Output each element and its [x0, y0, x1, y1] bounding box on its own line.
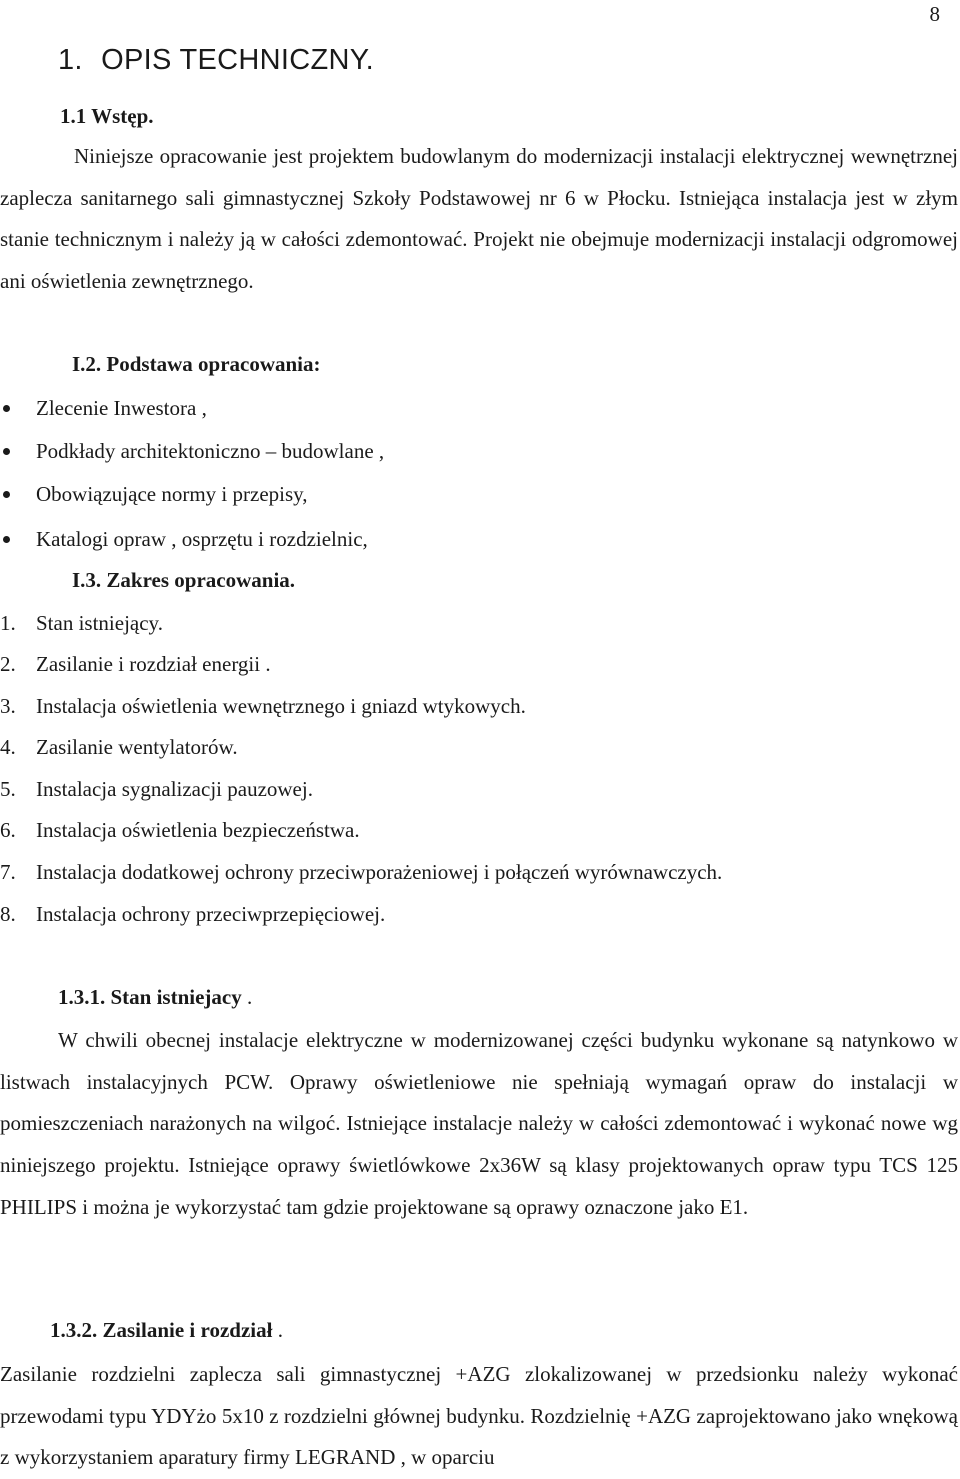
- section-1-2-title: I.2. Podstawa opracowania:: [72, 352, 321, 376]
- bullet-marker: [3, 405, 10, 412]
- section-1-3-1-paragraph: [0, 1020, 958, 1229]
- list-item-text: Instalacja ochrony przeciwprzepięciowej.: [36, 902, 386, 926]
- list-item-number: 7.: [0, 860, 16, 884]
- main-heading: [58, 44, 374, 77]
- section-1-3-title: I.3. Zakres opracowania.: [72, 568, 296, 592]
- section-1-3-2-text: Zasilanie rozdzielni zaplecza sali gimnastycznej +AZG zlokalizowanej w przedsionku należy wykonać przewodami typu YDYżo 5x10 z rozdzielni głównej budynku. Rozdzielnię +AZG zaprojektowano jako wnękową z wykorzystaniem aparatury firmy LEGRAND , w oparciu: [0, 1362, 958, 1470]
- main-heading-number: 1.: [58, 44, 83, 76]
- list-item-text: Instalacja oświetlenia bezpieczeństwa.: [36, 818, 360, 842]
- list-item-number: 5.: [0, 777, 16, 801]
- section-1-1-paragraph: [0, 136, 958, 303]
- section-1-3-1-text: W chwili obecnej instalacje elektryczne w modernizowanej części budynku wykonane są natynkowo w listwach instalacyjnych PCW. Oprawy oświetleniowe nie spełniają wymagań opraw do instalacji w pomieszczeniach narażonych na wilgoć. Istniejące instalacje należy w całości zdemontować i wykonać nowe wg niniejszego projektu. Istniejące oprawy świetlówkowe 2x36W są klasy projektowanych opraw typu TCS 125 PHILIPS i można je wykorzystać tam gdzie projektowane są oprawy oznaczone jako E1.: [0, 1028, 958, 1219]
- list-item-text: Zasilanie i rozdział energii .: [36, 652, 271, 676]
- section-1-1-title: 1.1 Wstęp.: [60, 104, 154, 128]
- section-1-3-1-title-text: 1.3.1. Stan istniejacy: [58, 985, 242, 1009]
- bullet-item: Obowiązujące normy i przepisy,: [36, 482, 308, 506]
- list-item-text: Instalacja sygnalizacji pauzowej.: [36, 777, 313, 801]
- list-item-number: 4.: [0, 735, 16, 759]
- section-1-3-1-title-suffix: .: [241, 985, 253, 1009]
- section-1-3-2-paragraph: [0, 1354, 958, 1479]
- list-item-text: Instalacja dodatkowej ochrony przeciwporażeniowej i połączeń wyrównawczych.: [36, 860, 723, 884]
- section-1-1-text: Niniejsze opracowanie jest projektem budowlanym do modernizacji instalacji elektrycznej wewnętrznej zaplecza sanitarnego sali gimnastycznej Szkoły Podstawowej nr 6 w Płocku. Istniejąca instalacja jest w złym stanie technicznym i należy ją w całości zdemontować. Projekt nie obejmuje modernizacji instalacji odgromowej ani oświetlenia zewnętrznego.: [0, 144, 958, 294]
- bullet-item: Podkłady architektoniczno – budowlane ,: [36, 439, 385, 463]
- list-item-number: 3.: [0, 694, 16, 718]
- list-item-text: Stan istniejący.: [36, 611, 163, 635]
- section-1-3-2-title-text: 1.3.2. Zasilanie i rozdział: [50, 1318, 273, 1342]
- list-item-text: Zasilanie wentylatorów.: [36, 735, 238, 759]
- section-1-3-1-title: [58, 985, 252, 1010]
- bullet-marker: [3, 491, 10, 498]
- bullet-item: Zlecenie Inwestora ,: [36, 396, 207, 420]
- main-heading-title: OPIS TECHNICZNY.: [101, 44, 374, 76]
- bullet-marker: [3, 448, 10, 455]
- page-number: 8: [929, 2, 940, 26]
- list-item-text: Instalacja oświetlenia wewnętrznego i gniazd wtykowych.: [36, 694, 526, 718]
- section-1-3-2-title: [50, 1318, 283, 1343]
- bullet-item: Katalogi opraw , osprzętu i rozdzielnic,: [36, 527, 368, 551]
- list-item-number: 6.: [0, 818, 16, 842]
- list-item-number: 1.: [0, 611, 16, 635]
- section-1-3-2-title-suffix: .: [272, 1318, 283, 1342]
- bullet-marker: [3, 536, 10, 543]
- list-item-number: 2.: [0, 652, 16, 676]
- list-item-number: 8.: [0, 902, 16, 926]
